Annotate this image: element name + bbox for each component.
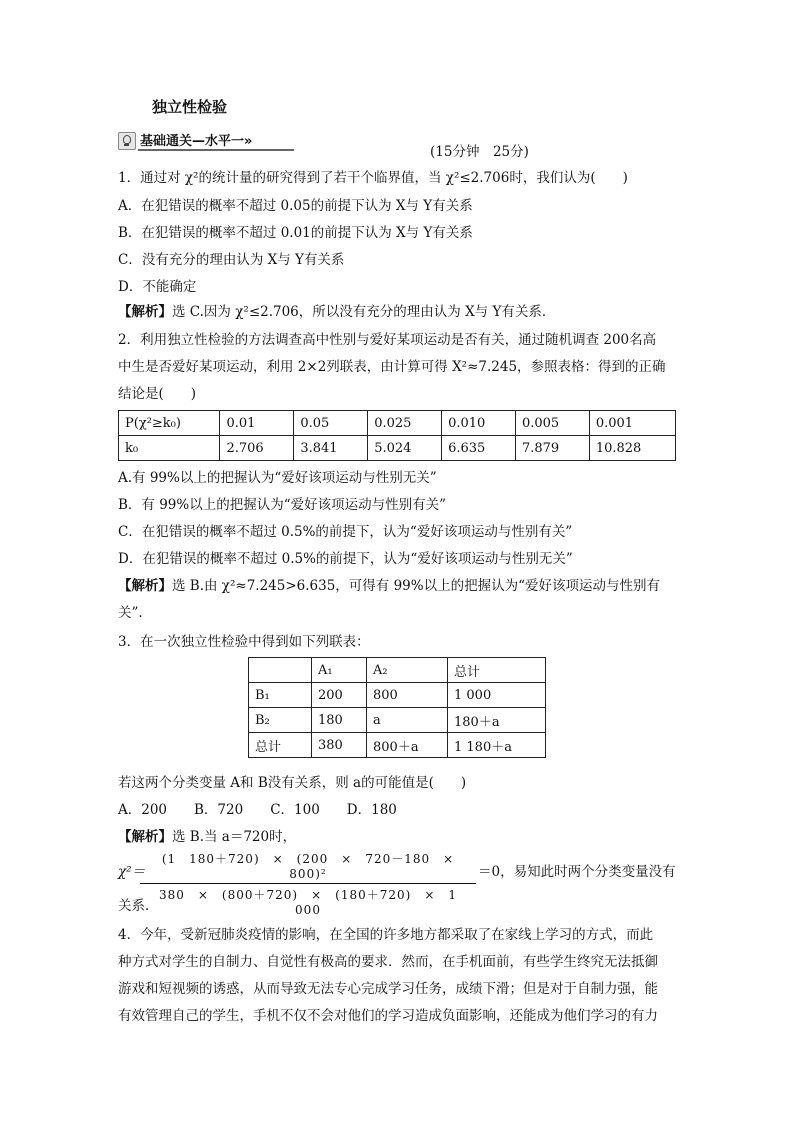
analysis-tag: 【解析】 [118, 578, 172, 594]
q1-option-a: A．在犯错误的概率不超过 0.05的前提下认为 X与 Y有关系 [118, 198, 473, 214]
q2-option-c: C．在犯错误的概率不超过 0.5%的前提下，认为“爱好该项运动与性别有关” [118, 524, 573, 540]
table-cell: 380 [312, 733, 367, 758]
table-cell: 800＋a [367, 733, 448, 758]
q1-analysis [118, 300, 555, 320]
q1-option-c: C．没有充分的理由认为 X与 Y有关系 [118, 252, 345, 268]
table-cell: 800 [367, 683, 448, 708]
q2-analysis-text: 选 B.由 χ²≈7.245>6.635，可得有 99%以上的把握认为“爱好该项运动与性别有 [172, 578, 661, 594]
chi-square-fraction [140, 850, 476, 917]
table-cell: 总计 [249, 733, 312, 758]
critical-value-table [118, 410, 676, 461]
q4-line2: 种方式对学生的自制力、自觉性有极高的要求．然而，在手机面前，有些学生终究无法抵御 [118, 954, 658, 970]
q1-analysis-text: 选 C.因为 χ²≤2.706，所以没有充分的理由认为 X与 Y有关系． [172, 304, 556, 320]
table-cell: A₂ [367, 658, 448, 683]
q1-stem: 1．通过对 χ²的统计量的研究得到了若干个临界值，当 χ²≤2.706时，我们认为( ) [118, 170, 628, 186]
table-cell: 1 180＋a [448, 733, 546, 758]
q2-option-d: D．在犯错误的概率不超过 0.5%的前提下，认为“爱好该项运动与性别无关” [118, 551, 573, 567]
q3-result-text: ＝0，易知此时两个分类变量没有 [478, 864, 676, 880]
contingency-table [248, 657, 546, 758]
section-underline [138, 149, 294, 151]
page-title: 独立性检验 [152, 98, 228, 116]
table-row [119, 436, 676, 461]
table-cell: P(χ²≥k₀) [119, 411, 220, 436]
table-cell: 180 [312, 708, 367, 733]
table-cell: 1 000 [448, 683, 546, 708]
table-cell: A₁ [312, 658, 367, 683]
table-cell: 0.001 [589, 411, 675, 436]
table-cell: 2.706 [220, 436, 294, 461]
fraction-numerator: (1 180＋720) × (200 × 720－180 × 800)² [161, 852, 468, 881]
q2-stem-line2: 中生是否爱好某项运动，利用 2×2列联表，由计算可得 Χ²≈7.245，参照表格：得到的正确 [118, 359, 666, 375]
table-row [249, 683, 546, 708]
table-cell: 0.005 [515, 411, 589, 436]
section-heading: 基础通关—水平一» [140, 134, 253, 149]
table-cell: k₀ [119, 436, 220, 461]
q1-option-b: B．在犯错误的概率不超过 0.01的前提下认为 X与 Y有关系 [118, 225, 473, 241]
q4-line3: 游戏和短视频的诱惑，从而导致无法专心完成学习任务，成绩下滑；但是对于自制力强，能 [118, 981, 658, 997]
timing-note: (15分钟 25分) [430, 144, 529, 160]
table-cell: B₂ [249, 708, 312, 733]
q2-option-a: A.有 99%以上的把握认为“爱好该项运动与性别无关” [118, 470, 437, 486]
table-cell: 6.635 [442, 436, 516, 461]
table-row [119, 411, 676, 436]
table-cell: B₁ [249, 683, 312, 708]
chi-square-symbol: χ²＝ [118, 864, 146, 880]
q2-stem-line1: 2．利用独立性检验的方法调查高中性别与爱好某项运动是否有关，通过随机调查 200名高 [118, 332, 657, 348]
table-cell: 0.01 [220, 411, 294, 436]
table-cell: 0.025 [368, 411, 442, 436]
q1-option-d: D．不能确定 [118, 279, 197, 295]
q3-question: 若这两个分类变量 A和 B没有关系，则 a的可能值是( ) [118, 775, 467, 791]
q3-options: A．200 B．720 C．100 D．180 [118, 802, 397, 818]
q2-analysis [118, 574, 660, 594]
table-cell: 0.010 [442, 411, 516, 436]
table-cell: 7.879 [515, 436, 589, 461]
q2-option-b: B．有 99%以上的把握认为“爱好该项运动与性别有关” [118, 497, 447, 513]
table-cell: 3.841 [294, 436, 368, 461]
table-cell: 0.05 [294, 411, 368, 436]
q3-stem: 3．在一次独立性检验中得到如下列联表： [118, 634, 370, 650]
table-cell: 200 [312, 683, 367, 708]
analysis-tag: 【解析】 [118, 829, 172, 845]
table-cell: 10.828 [589, 436, 675, 461]
q3-analysis [118, 825, 296, 845]
q3-analysis-text: 选 B.当 a＝720时， [172, 829, 297, 845]
q4-line1: 4．今年，受新冠肺炎疫情的影响，在全国的许多地方都采取了在家线上学习的方式，而此 [118, 927, 654, 943]
q2-analysis-cont: 关”. [118, 605, 143, 621]
table-row [249, 708, 546, 733]
fraction-bar [140, 883, 476, 884]
table-cell [249, 658, 312, 683]
analysis-tag: 【解析】 [118, 304, 172, 320]
table-cell: 总计 [448, 658, 546, 683]
table-cell: 180＋a [448, 708, 546, 733]
table-cell: 5.024 [368, 436, 442, 461]
q4-line4: 有效管理自己的学生，手机不仅不会对他们的学习造成负面影响，还能成为他们学习的有力 [118, 1008, 658, 1024]
table-row [249, 658, 546, 683]
table-row [249, 733, 546, 758]
fraction-denominator: 380 × (800＋720) × (180＋720) × 1 000 [158, 888, 471, 917]
q3-conclusion: 关系． [118, 898, 159, 914]
q2-stem-line3: 结论是( ) [118, 386, 197, 402]
lightbulb-icon [118, 132, 136, 150]
table-cell: a [367, 708, 448, 733]
